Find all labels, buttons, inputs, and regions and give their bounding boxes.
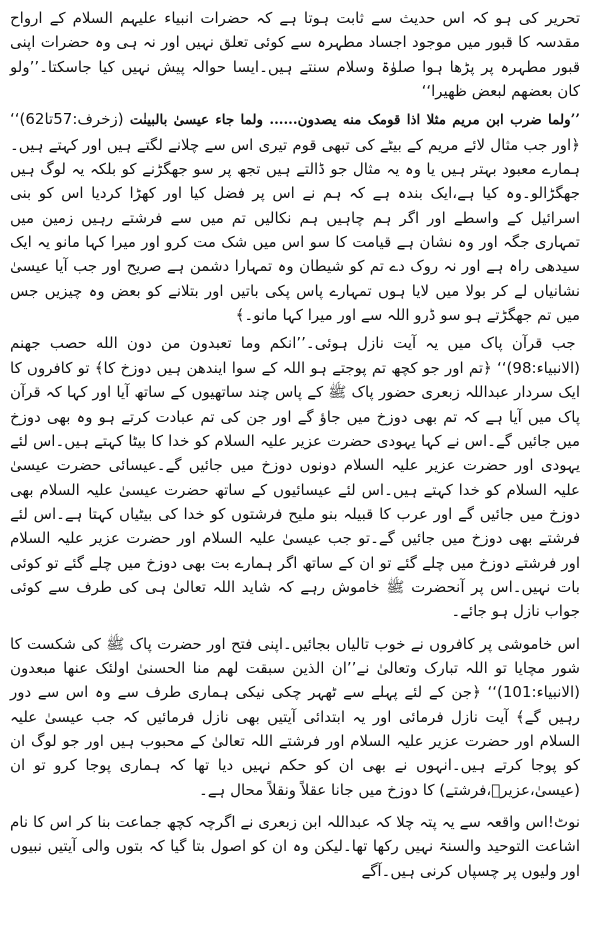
paragraph-3 bbox=[10, 331, 580, 623]
text-line: مطہرہ سے کوئی تعلق نہیں اور نہ ہی وہ حضرات اپنی قبور مطہرہ پر پڑھا ہوا صلوٰۃ وسلام سنتے ہیں۔ایسا حوالہ پیش نہیں bbox=[10, 33, 580, 76]
text-line: جاؤ گے اور جن کی تم عبادت کرتے ہو وہ بھی دوزخ میں جائیں گے۔اس نے کہا یہودی حضرت عزیر علیہ السلام کو خدا bbox=[10, 407, 580, 450]
text-line: (الانبیاء:98)‘‘ ﴿تم اور جو کچھ تم پوجتے ہو اللہ کے سوا ایندھن ہیں دوزخ کا﴾ تو کافروں کا ایک سردار عبداللہ bbox=[10, 358, 581, 402]
text-line: السلام کو خدا کہتے ہیں۔اس لئے عیسائیوں کے ساتھ حضرت عیسیٰ علیہ السلام بھی دوزخ میں جائیں گے اور عرب کا bbox=[10, 480, 580, 523]
text-line: نوٹ!اس واقعہ سے یہ پتہ چلا کہ عبداللہ ابن زبعری نے اگرچہ کچھ جماعت بنا کر اس کا نام اشاعت التوحید bbox=[10, 813, 580, 856]
text-line: ہیں۔ہمارے معبود بہتر ہیں یا وہ یہ مثال جو ڈالتے ہیں تجھ پر سو جھگڑنے کو بلکہ یہ لوگ ہیں جھگڑالو۔وہ کیا ہے،ایک bbox=[10, 135, 580, 203]
paragraph-5 bbox=[10, 810, 580, 883]
text-line: کیا جاسکتا۔’’ولو کان بعضھم لبعض ظھیرا‘‘ bbox=[10, 57, 580, 101]
text-line: والسنۃ نہیں رکھا تھا۔لیکن وہ ان کو اصول بتا گیا کہ بتوں والی آیتیں نبیوں اور ولیوں پر چسپاں کرنی ہیں۔آگے bbox=[10, 837, 580, 880]
text-line: فرشتے رہیں زمین میں تمہاری جگہ اور وہ نشان ہے قیامت کا سو اس میں شک مت کرو اور میرا کہا مانو یہ ایک سیدھی راہ bbox=[10, 208, 580, 276]
text-line: دوزخ میں جانا عقلاً ونقلاً محال ہے۔ bbox=[198, 780, 418, 799]
text-line: اس خاموشی پر کافروں نے خوب تالیاں بجائیں۔اپنی فتح اور حضرت پاک ﷺ کی شکست کا شور مچایا تو bbox=[10, 634, 580, 677]
text-line: کا بیٹا کہتے ہیں۔اس لئے یہودی اور حضرت عزیر علیہ السلام دونوں دوزخ میں جائیں گے۔عیسائی حضرت عیسیٰ علیہ bbox=[10, 431, 580, 499]
paragraph-2 bbox=[10, 107, 580, 327]
text-line: ہے اور نہ روک دے تم کو شیطان وہ تمہارا دشمن ہے صریح اور جب آیا عیسیٰ نشانیاں لے کر بولا میں لایا ہوں تمہارے bbox=[10, 257, 580, 300]
text-line: حضرت عزیر علیہ السلام اور فرشتے دوزخ میں چلے گئے تو ان کے ساتھ اگر ہمارے بت بھی دوزخ میں چلے گئے تو bbox=[10, 529, 580, 572]
text-line: تحریر کی ہو کہ اس حدیث سے ثابت ہوتا ہے کہ حضرات انبیاء علیہم السلام کے ارواح مقدسہ کا قبور میں موجود اجساد bbox=[10, 9, 580, 52]
paragraph-4 bbox=[10, 632, 580, 802]
text-line: زبعری حضور پاک ﷺ کے پاس چند ساتھیوں کے ساتھ آیا اور کہا کہ قرآن پاک میں آیا ہے کہ تم بھی دوزخ میں bbox=[10, 383, 581, 426]
text-line: بندہ ہے کہ ہم نے اس پر فضل کیا اور کھڑا کردیا اس کو بنی اسرائیل کے واسطے اور اگر ہم چاہیں ہم نکالیں تم میں سے bbox=[10, 184, 580, 227]
text-line: جائے۔ bbox=[451, 602, 487, 621]
text-line: کوئی بات نہیں۔اس پر آنحضرت ﷺ خاموش رہے کہ شاید اللہ تعالیٰ ہی کی طرف سے کوئی جواب نازل ہو bbox=[10, 553, 580, 621]
arabic-verse-line: ’’ولما ضرب ابن مریم مثلا اذا قومک منه یصدون...... ولما جاء عیسیٰ بالبینٰت bbox=[123, 112, 580, 129]
text-line: پاس پکی باتیں اور بتلانے کو بعض وہ چیزیں جس میں تم جھگڑتے ہو سو ڈرو اللہ سے اور میرا کہا مانو۔﴾ bbox=[10, 281, 580, 325]
text-line: ﴿جن کے لئے پہلے سے ٹھہر چکی نیکی ہماری طرف سے وہ اس سے دور رہیں گے﴾ آیت نازل فرمائی اور یہ ابتدائی bbox=[10, 683, 580, 726]
text-line: لوگ ان کو پوجا کرتے ہیں۔انہوں نے بھی ان کو حکم نہیں دیا تھا کہ ہماری پوجا کرو تو ان (عیسیٰ،عزیرؑ،فرشتے) کا bbox=[10, 731, 580, 799]
text-line: آیتیں بھی نازل فرمائیں کہ جب عیسیٰ علیہ السلام اور حضرت عزیر علیہ السلام اور فرشتے اللہ تعالیٰ کے محبوب ہیں اور جو bbox=[10, 707, 580, 750]
text-line: قبیلہ بنو ملیح فرشتوں کو خدا کی بیٹیاں کہتا ہے۔اس لئے فرشتے بھی دوزخ میں جائیں گے۔تو جب عیسیٰ علیہ السلام اور bbox=[10, 504, 580, 548]
text-line: (زخرف:57تا62)‘‘ ﴿اور جب مثال لائے مریم کے بیٹے کی تبھی قوم تیری اس سے چلانے لگتے ہیں اور کہتے bbox=[10, 110, 580, 154]
text-line: اللہ تبارک وتعالیٰ نے’’ان الذین سبقت لھم منا الحسنیٰ اولئک عنھا مبعدون (الانبیاء:101)‘‘ bbox=[10, 658, 581, 702]
text-line: جب قرآن پاک میں یہ آیت نازل ہوئی۔’’انکم وما تعبدون من دون الله حصب جھنم bbox=[10, 334, 576, 353]
paragraph-1 bbox=[10, 6, 580, 103]
